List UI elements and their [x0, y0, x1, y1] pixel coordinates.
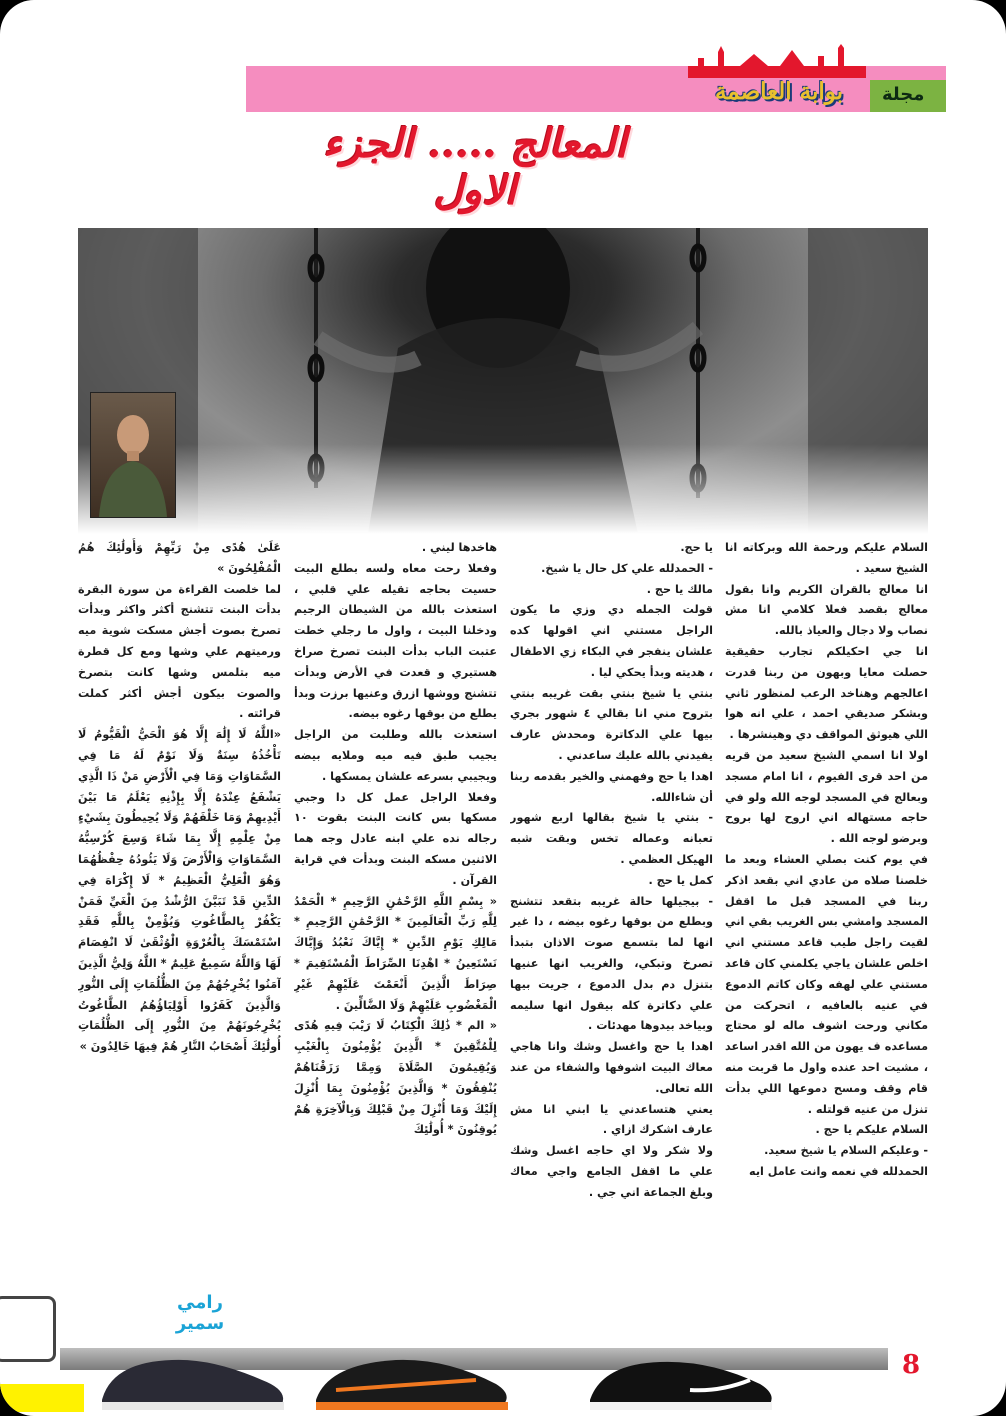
- paragraph: وفعلا الراجل عمل كل دا وجبي مسكها بس كانت البنت بقوت ١٠ رجاله نده علي ابنه عادل وجه هما الاثنين مسكه البنت وبدأت في قراية القرآن .: [294, 790, 497, 887]
- page-number: 8: [902, 1350, 921, 1380]
- paragraph: يا حج.: [680, 541, 713, 554]
- author-photo: [90, 392, 176, 518]
- paragraph: - وعليكم السلام يا شيخ سعيد.: [764, 1144, 928, 1158]
- paragraph: لما خلصت القراءة من سورة البقرة بدأت البنت تتشنج أكثر واكثر وبدأت تصرخ بصوت أجش مسكت شوية ميه ورميتهم علي وشها ومع كل قطرة ميه بتلمس وشها كانت بتصرخ والصوت بيكون أجش أكثر كملت قرائته .: [78, 582, 281, 721]
- paragraph: كمل يا حج .: [648, 873, 713, 887]
- paragraph: السلام عليكم ورحمة الله وبركاته انا الشيخ سعيد .: [725, 541, 928, 575]
- author-name: رامي سمير: [175, 1292, 225, 1334]
- paragraph: مالك يا حج .: [646, 582, 713, 596]
- paragraph: في يوم كنت بصلي العشاء وبعد ما خلصنا صلاه من عادي اني بقعد اذكر ربنا في المسجد قبل ما اقفل المسجد وامشي بس الغريب بقي اني لقيت راجل طيب قاعد مستني اني اخلص علشان ياجي يكلمني كان قاعد مستني علي لهفه وكان كاتم الدموع في عنيه بالعافيه ، اتحركت من مكاني ورحت اشوف ماله لو محتاج مساعده ف يهون من الله اقدر اساعد ، مشيت احد عنده واول ما قربت منه قام وقف ومسح دموعها اللي بدأت تنزل من عنيه قولتله .: [725, 852, 928, 1116]
- article-title: المعالج ..... الجزء الاول: [323, 120, 627, 214]
- sneaker-ad-icon: [92, 1350, 292, 1414]
- paragraph: يعني هتساعدني يا ابني انا مش عارف اشكرك ازاي .: [510, 1102, 713, 1137]
- paragraph: انا معالج بالقران الكريم وانا بقول معالج بقصد فعلا كلامي انا مش نصاب ولا دجال والعياذ بالله.: [725, 582, 928, 638]
- magazine-label: مجلة: [882, 84, 925, 105]
- author-portrait-icon: [91, 393, 175, 517]
- sneaker-ad-icon: [306, 1350, 516, 1414]
- brand-logo: بوابة العاصمة: [714, 78, 844, 105]
- article-column-1: [725, 538, 928, 1346]
- article-hero-image: [78, 228, 928, 534]
- paragraph: اهدا يا حج وفهمني والخير بقدمه ربنا أن شاءالله.: [510, 769, 713, 804]
- paragraph: - بنتي يا شيخ بقالها اربع شهور تعبانه وعماله تخس وبقت شبه الهيكل العظمي .: [510, 811, 713, 866]
- paragraph: ولا شكر ولا اي حاجه اغسل وشك علي ما اقفل الجامع واجي معاك وبلغ الجماعة اني جي .: [510, 1144, 713, 1199]
- sneaker-ad-icon: [580, 1350, 780, 1414]
- hero-fade: [78, 444, 928, 534]
- city-skyline-icon: [688, 44, 866, 78]
- paragraph: قولت الجمله دي وزي ما يكون الراجل مستني اني اقولها كده علشان ينفجر في البكاء زي الاطفال ، هديته وبدأ يحكي ليا .: [510, 603, 713, 679]
- paragraph: « الم * ذَٰلِكَ الْكِتَابُ لَا رَيْبَ فِيهِ هُدًى لِلْمُتَّقِينَ * الَّذِينَ يُؤْمِنُونَ بِالْغَيْبِ وَيُقِيمُونَ الصَّلَاةَ وَمِمَّا رَزَقْنَاهُمْ يُنْفِقُونَ * وَالَّذِينَ يُؤْمِنُونَ بِمَا أُنْزِلَ إِلَيْكَ وَمَا أُنْزِلَ مِنْ قَبْلِكَ وَبِالْآخِرَةِ هُمْ يُوقِنُونَ * أُولَٰئِكَ: [294, 1019, 497, 1137]
- paragraph: اهدا يا حج واغسل وشك وانا هاجي معاك البيت اشوفها والشفاء من عند الله تعالى.: [510, 1040, 713, 1095]
- ad-speech-bubble: [0, 1296, 56, 1362]
- paragraph: «اللَّهُ لَا إِلَٰهَ إِلَّا هُوَ الْحَيُّ الْقَيُّومُ لَا تَأْخُذُهُ سِنَةٌ وَلَا نَوْمٌ لَهُ مَا فِي السَّمَاوَاتِ وَمَا فِي الْأَرْضِ مَنْ ذَا الَّذِي يَشْفَعُ عِنْدَهُ إِلَّا بِإِذْنِهِ يَعْلَمُ مَا بَيْنَ أَيْدِيهِمْ وَمَا خَلْفَهُمْ وَلَا يُحِيطُونَ بِشَيْءٍ مِنْ عِلْمِهِ إِلَّا بِمَا شَاءَ وَسِعَ كُرْسِيُّهُ السَّمَاوَاتِ وَالْأَرْضَ وَلَا يَئُودُهُ حِفْظُهُمَا وَهُوَ الْعَلِيُّ الْعَظِيمُ * لَا إِكْرَاهَ فِي الدِّينِ قَدْ تَبَيَّنَ الرُّشْدُ مِنَ الْغَيِّ فَمَنْ يَكْفُرْ بِالطَّاغُوتِ وَيُؤْمِنْ بِاللَّهِ فَقَدِ اسْتَمْسَكَ بِالْعُرْوَةِ الْوُثْقَىٰ لَا انْفِصَامَ لَهَا وَاللَّهُ سَمِيعٌ عَلِيمٌ * اللَّهُ وَلِيُّ الَّذِينَ آمَنُوا يُخْرِجُهُمْ مِنَ الظُّلُمَاتِ إِلَى النُّورِ وَالَّذِينَ كَفَرُوا أَوْلِيَاؤُهُمُ الطَّاغُوتُ يُخْرِجُونَهُمْ مِنَ النُّورِ إِلَى الظُّلُمَاتِ أُولَٰئِكَ أَصْحَابُ النَّارِ هُمْ فِيهَا خَالِدُونَ »: [78, 728, 281, 1054]
- paragraph: انا جي احكيلكم تجارب حقيقية حصلت معايا وبهون من ربنا قدرت اعالجهم وهناخد الرعب لمنظور ثاني وبشكر صديقي احمد ، علي انه هوا اللي هيوثق المواقف دي وهينشرها .: [725, 644, 928, 742]
- paragraph: - بيجيلها حالة غريبه بتقعد تتشنج وبطلع من بوقها رغوه بيضه ، دا غير انها لما بتسمع صوت الاذان بتبدأ تصرخ وتبكي، والغريب انها عنيها بتنزل دم بدل الدموع ، جريت بيها علي دكاترة كله بيقول انها سليمه وبياخد بيدوها مهدئات .: [510, 894, 713, 1033]
- article-column-3: [294, 538, 497, 1346]
- paragraph: وفعلا رحت معاه ولسه بطلع البيت حسيت بحاجه تقيله علي قلبي ، استعذت بالله من الشيطان الرجيم ودخلنا البيت ، واول ما رجلي خطت عتبت الباب بدأت البنت تصرخ صراخ هستيري و قعدت في الأرض وبدأت تتشنج ووشها ازرق وعنيها برزت وبدأ يطلع من بوقها رغوه بيضه.: [294, 561, 497, 721]
- ad-yellow-box: [0, 1384, 84, 1412]
- article-column-2: [510, 538, 713, 1346]
- paragraph: - الحمدلله علي كل حال يا شيخ.: [541, 561, 713, 575]
- article-column-4: [78, 538, 281, 1298]
- paragraph: استعذت بالله وطلبت من الراجل يجيب طبق فيه ميه وملايه بيضه ويجيبي بسرعه علشان يمسكها .: [294, 728, 497, 783]
- paragraph: « بِسْمِ اللَّهِ الرَّحْمَٰنِ الرَّحِيمِ * الْحَمْدُ لِلَّهِ رَبِّ الْعَالَمِينَ * الرَّحْمَٰنِ الرَّحِيمِ * مَالِكِ يَوْمِ الدِّينِ * إِيَّاكَ نَعْبُدُ وَإِيَّاكَ نَسْتَعِينُ * اهْدِنَا الصِّرَاطَ الْمُسْتَقِيمَ * صِرَاطَ الَّذِينَ أَنْعَمْتَ عَلَيْهِمْ غَيْرِ الْمَغْضُوبِ عَلَيْهِمْ وَلَا الضَّالِّينَ .: [294, 894, 497, 1012]
- paragraph: بنتي يا شيخ بنتي بقت غريبه بنتي بتروح مني انا بقالي ٤ شهور بجري بيها علي الدكاترة ومحدش عارف يفيدني بالله عليك ساعدني .: [510, 686, 713, 762]
- paragraph: عَلَىٰ هُدًى مِنْ رَبِّهِمْ وَأُولَٰئِكَ هُمُ الْمُفْلِحُونَ »: [78, 541, 281, 575]
- paragraph: السلام عليكم يا حج .: [815, 1123, 928, 1137]
- paragraph: اولا انا اسمي الشيخ سعيد من قريه من احد قرى الفيوم ، انا امام مسجد وبعالج في المسجد لوجه الله ولو في حاجه مستهاله اني اروح لها بروح وبرضو لوجه الله .: [725, 748, 928, 846]
- paragraph: هاخدها ليني .: [421, 541, 497, 554]
- paragraph: الحمدلله في نعمه وانت عامل ايه: [749, 1164, 928, 1178]
